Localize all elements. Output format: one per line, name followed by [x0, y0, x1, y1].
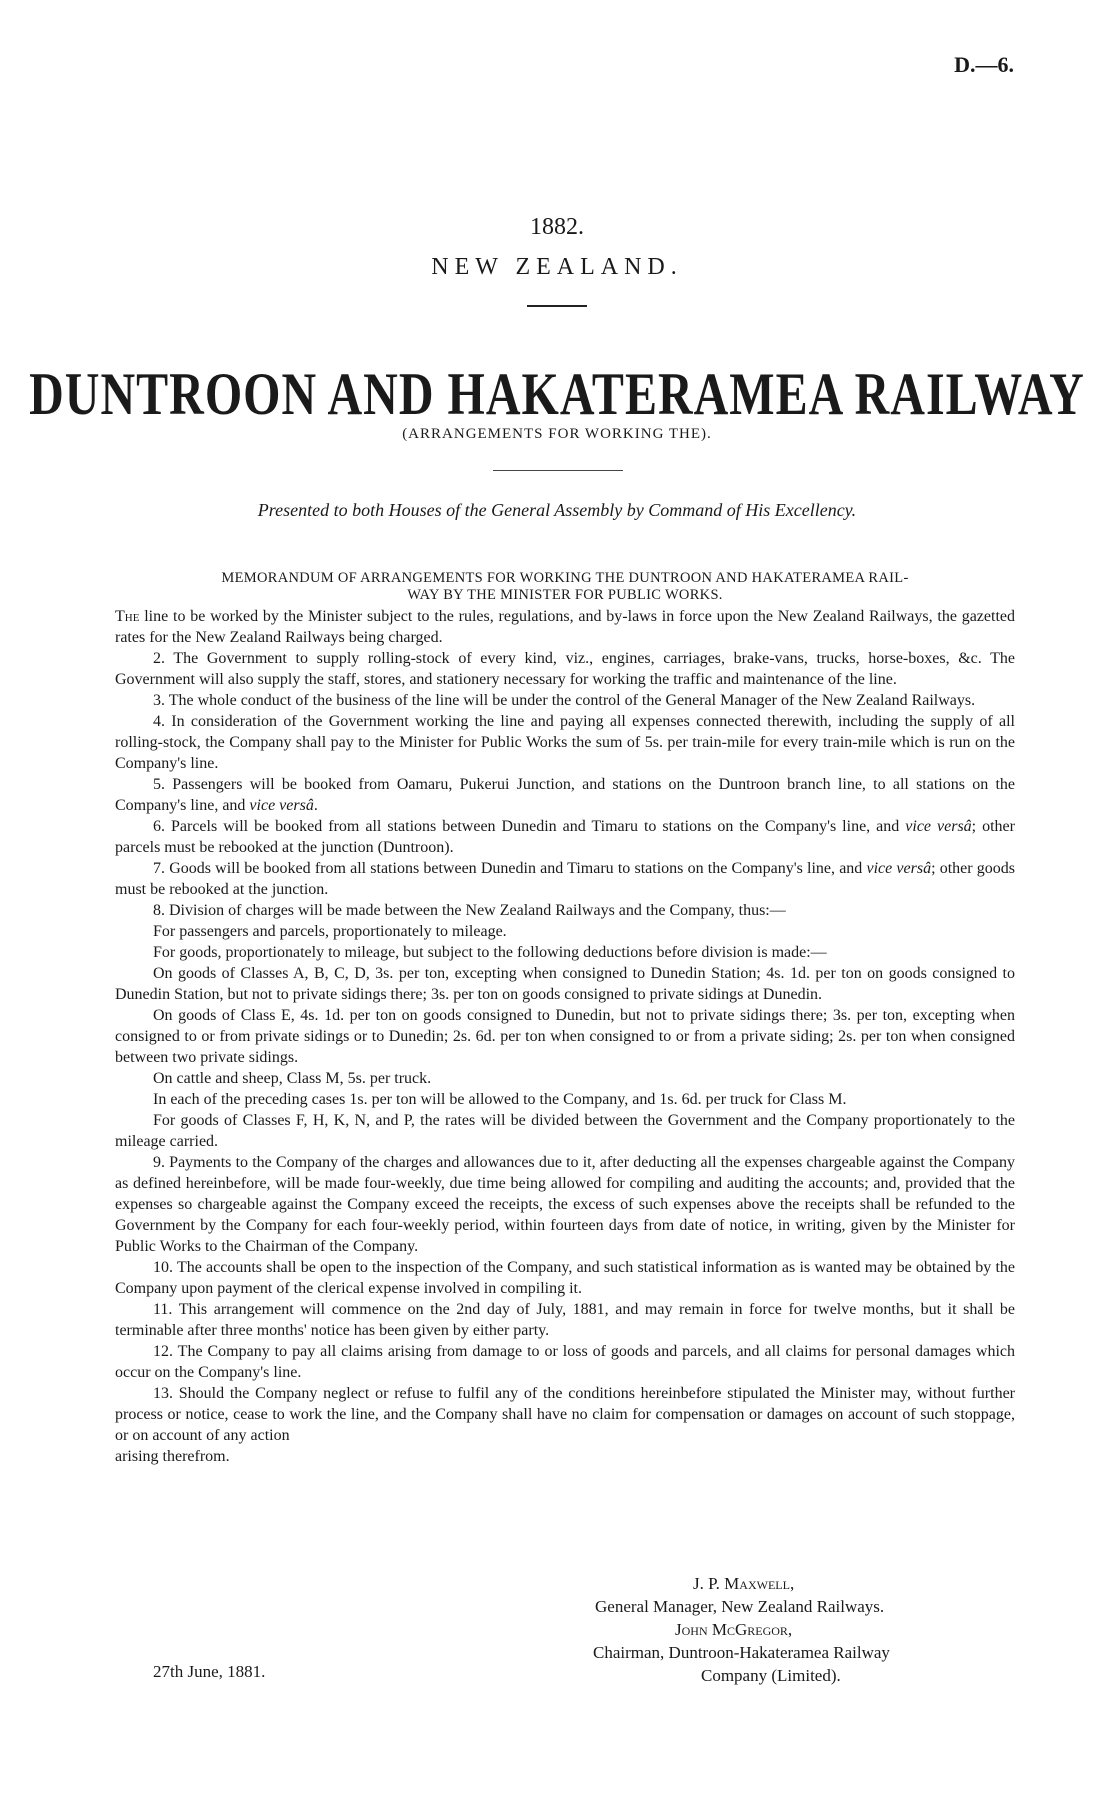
clause-8-goods: For goods, proportionately to mileage, but subject to the following deductions before division is made:— [153, 944, 827, 961]
clause-5-end: . [313, 797, 318, 814]
clause-13-line-3: have no claim for compensation or damages on account of such stoppage, or on account of any action [115, 1406, 1015, 1444]
clause-12: 12. The Company to pay all claims arising from damage to or loss of goods and parcels, and all claims for personal damages which occur on the Company's line. [115, 1343, 1015, 1381]
signatory-mcgregor: John McGregor, [675, 1620, 793, 1639]
clause-7 [115, 858, 1015, 900]
clause-1-lead: The [115, 608, 140, 625]
clause-9: 9. Payments to the Company of the charges and allowances due to it, after deducting all the expenses chargeable against the Company as defined hereinbefore, will be made four-weekly, due time being allowed for compiling and auditing the accounts; and, provided that the expenses so chargeable against the Company exceed the receipts, the excess of such expenses above the receipts shall be refunded to the Government by the Company for each four-weekly period, within fourteen days from date of notice, in writing, given by the Minister for Public Works to the Chairman of the Company. [115, 1154, 1015, 1255]
clause-13-final-line: arising therefrom. [115, 1448, 230, 1465]
clause-8-other-classes: For goods of Classes F, H, K, N, and P, the rates will be divided between the Government and the Company proportionately to the mileage carried. [115, 1112, 1015, 1150]
heading-line-2: WAY BY THE MINISTER FOR PUBLIC WORKS. [407, 587, 723, 603]
heading-line-1: MEMORANDUM OF ARRANGEMENTS FOR WORKING THE DUNTROON AND HAKATERAMEA RAIL- [221, 570, 909, 586]
clause-11: 11. This arrangement will commence on the 2nd day of July, 1881, and may remain in force for twelve months, but it shall be terminable after three months' notice has been given by either party. [115, 1301, 1015, 1339]
year: 1882. [530, 214, 584, 240]
document-subtitle: (ARRANGEMENTS FOR WORKING THE). [402, 426, 712, 442]
clause-5-text: 5. Passengers will be booked from Oamaru, Pukeruі Junction, and stations on the Duntroon branch line, to all stations on the Company's line, and [115, 776, 1015, 814]
divider [493, 470, 623, 471]
clause-2: 2. The Government to supply rolling-stock of every kind, viz., engines, carriages, brake-vans, trucks, horse-boxes, &c. The Government will also supply the staff, stores, and stationery necessary for working the traffic and maintenance of the line. [115, 650, 1015, 688]
clause-7-end: ; other goods must be rebooked at the junction. [115, 860, 1015, 898]
signature-2-name [675, 1619, 792, 1641]
page-reference: D.—6. [954, 52, 1014, 77]
document-title: DUNTROON AND HAKATERAMEA RAILWAY [29, 361, 1085, 428]
clause-8-cattle: On cattle and sheep, Class M, 5s. per truck. [153, 1070, 432, 1087]
clause-1-text: line to be worked by the Minister subject to the rules, regulations, and by-laws in force upon the New Zealand Railways, the gazetted rates for the New Zealand Railways being charged. [115, 608, 1015, 646]
clause-8: 8. Division of charges will be made between the New Zealand Railways and the Company, thus:— [153, 902, 786, 919]
clause-6-vice-versa: vice versâ [905, 818, 972, 835]
divider-short [527, 305, 587, 307]
clause-13-line-2: the Minister may, without further process or notice, cease to work the line, and the Company shall [115, 1385, 1016, 1423]
clause-3: 3. The whole conduct of the business of the line will be under the control of the General Manager of the New Zealand Railways. [153, 692, 976, 709]
clause-7-vice-versa: vice versâ [866, 860, 932, 877]
signature-2-title-line-2: Company (Limited). [701, 1666, 841, 1685]
signature-1-name [693, 1573, 794, 1595]
memorandum-heading [115, 570, 1015, 604]
clause-8-passengers: For passengers and parcels, proportionately to mileage. [153, 923, 507, 940]
clause-13 [115, 1383, 1015, 1446]
clause-5 [115, 774, 1015, 816]
presented-line: Presented to both Houses of the General Assembly by Command of His Excellency. [257, 500, 857, 520]
clause-4: 4. In consideration of the Government working the line and paying all expenses connected therewith, including the supply of all rolling-stock, the Company shall pay to the Minister for Public Works the sum of 5s. per train-mile for every train-mile which is run on the Company's line. [115, 713, 1015, 772]
clause-8-allowance: In each of the preceding cases 1s. per ton will be allowed to the Company, and 1s. 6d. per truck for Class M. [153, 1091, 847, 1108]
memorandum-body [115, 606, 1015, 1467]
country: NEW ZEALAND. [431, 254, 683, 280]
clause-13-line-1: 13. Should the Company neglect or refuse to fulfil any of the conditions hereinbefore stipulated [153, 1385, 790, 1402]
clause-7-text: 7. Goods will be booked from all stations between Dunedin and Timaru to stations on the Company's line, and [153, 860, 867, 877]
clause-6-text: 6. Parcels will be booked from all stations between Dunedin and Timaru to stations on the Company's line, and [153, 818, 906, 835]
signature-2-title-line-1: Chairman, Duntroon-Hakateramea Railway [593, 1643, 890, 1662]
signature-1-title: General Manager, New Zealand Railways. [595, 1597, 885, 1616]
clause-6 [115, 816, 1015, 858]
clause-6-end: ; other parcels must be rebooked at the junction (Duntroon). [115, 818, 1015, 856]
clause-5-vice-versa: vice versâ [249, 797, 314, 814]
signatory-maxwell: J. P. Maxwell, [693, 1574, 795, 1593]
clause-8-classes-abcd: On goods of Classes A, B, C, D, 3s. per ton, excepting when consigned to Dunedin Station; 4s. 1d. per ton on goods consigned to Dunedin Station, but not to private sidings there; 3s. per ton on goods consigned to private sidings at Dunedin. [115, 965, 1015, 1003]
clause-10: 10. The accounts shall be open to the inspection of the Company, and such statistical information as is wanted may be obtained by the Company upon payment of the clerical expense involved in compiling it. [115, 1259, 1015, 1297]
memorandum-date: 27th June, 1881. [153, 1662, 266, 1681]
clause-1 [115, 606, 1015, 648]
clause-8-class-e: On goods of Class E, 4s. 1d. per ton on goods consigned to Dunedin, but not to private sidings there; 3s. per ton, excepting when consigned to or from private sidings or to Dunedin; 2s. 6d. per ton when consigned to or from a private siding; 2s. per ton when consigned between two private sidings. [115, 1007, 1015, 1066]
